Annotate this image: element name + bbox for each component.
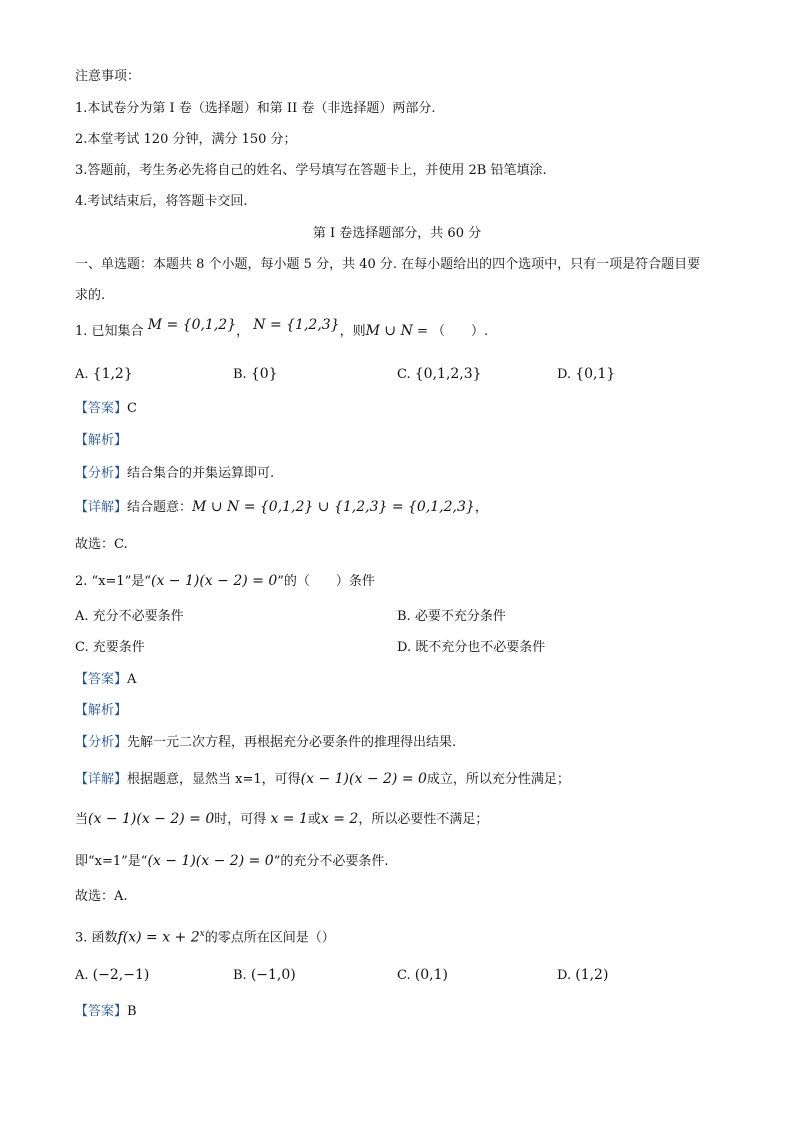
q1-stem	[75, 317, 489, 341]
notice-item-3: 3.答题前，考生务必先将自己的姓名、学号填写在答题卡上，并使用 2B 铅笔填涂.	[75, 163, 547, 178]
q1-set-n: N = {1,2,3}	[253, 317, 340, 333]
notice-title: 注意事项：	[75, 69, 141, 84]
answer-tag: 【答案】	[75, 401, 128, 416]
q2-option-c: C. 充要条件	[75, 640, 145, 655]
q1-option-c: C. {0,1,2,3}	[397, 366, 482, 382]
q1-conclusion: 故选：C.	[75, 537, 128, 552]
q1-expr: M ∪ N	[365, 323, 413, 339]
q2-fenxi: 【分析】先解一元二次方程，再根据充分必要条件的推理得出结果.	[75, 735, 457, 750]
notice-item-2: 2.本堂考试 120 分钟，满分 150 分；	[75, 132, 297, 147]
q1-jiexi-tag: 【解析】	[75, 433, 128, 448]
q3-option-b: B. (−1,0)	[233, 967, 296, 983]
q3-option-a: A. (−2,−1)	[75, 967, 150, 983]
part-intro-line-1: 一、单选题：本题共 8 个小题，每小题 5 分，共 40 分. 在每小题给出的四个选项中，只有一项是符合题目要	[75, 257, 701, 272]
q1-ask-post: = （ ）.	[412, 324, 489, 339]
q3-option-d: D. (1,2)	[557, 967, 609, 983]
q3-answer: 【答案】B	[75, 1004, 137, 1019]
q1-sep: ，	[236, 324, 250, 339]
q1-option-b: B. {0}	[233, 366, 278, 382]
q1-ask-pre: ，则	[339, 324, 366, 339]
q2-conclusion: 故选：A.	[75, 889, 128, 904]
q1-number: 1.	[75, 324, 88, 339]
q2-stem: 2. “x=1”是“(x − 1)(x − 2) = 0”的（ ）条件	[75, 573, 375, 589]
q1-set-m: M = {0,1,2}	[147, 317, 237, 333]
q2-detail-3: 即“x=1”是“(x − 1)(x − 2) = 0”的充分不必要条件.	[75, 853, 389, 869]
section-title: 第 I 卷选择题部分，共 60 分	[312, 226, 482, 241]
q2-detail-2: 当(x − 1)(x − 2) = 0时，可得 x = 1或x = 2，所以必要性不满足；	[75, 811, 489, 827]
q1-answer: 【答案】C	[75, 401, 137, 416]
part-intro-line-2: 求的.	[75, 288, 106, 303]
q2-detail-1: 【详解】根据题意，显然当 x=1，可得(x − 1)(x − 2) = 0成立，所以充分性满足；	[75, 771, 570, 787]
q1-xiangjie: 【详解】结合题意：M ∪ N = {0,1,2} ∪ {1,2,3} = {0,1,2,3}，	[75, 499, 488, 515]
q2-jiexi-tag: 【解析】	[75, 703, 128, 718]
q2-option-d: D. 既不充分也不必要条件	[397, 640, 546, 655]
q2-option-b: B. 必要不充分条件	[397, 609, 506, 624]
q2-option-a: A. 充分不必要条件	[75, 609, 184, 624]
q3-stem: 3. 函数$f(x) = x + 2^x$的零点所在区间是（）	[75, 929, 335, 946]
notice-item-4: 4.考试结束后，将答题卡交回.	[75, 194, 248, 209]
notice-item-1: 1.本试卷分为第 I 卷（选择题）和第 II 卷（非选择题）两部分.	[75, 101, 436, 116]
q1-option-d: D. {0,1}	[557, 366, 616, 382]
q3-option-c: C. (0,1)	[397, 967, 448, 983]
q1-fenxi: 【分析】结合集合的并集运算即可.	[75, 466, 275, 481]
q1-option-a: A. {1,2}	[75, 366, 133, 382]
q2-answer: 【答案】A	[75, 672, 137, 687]
q1-prefix: 已知集合	[91, 324, 144, 339]
